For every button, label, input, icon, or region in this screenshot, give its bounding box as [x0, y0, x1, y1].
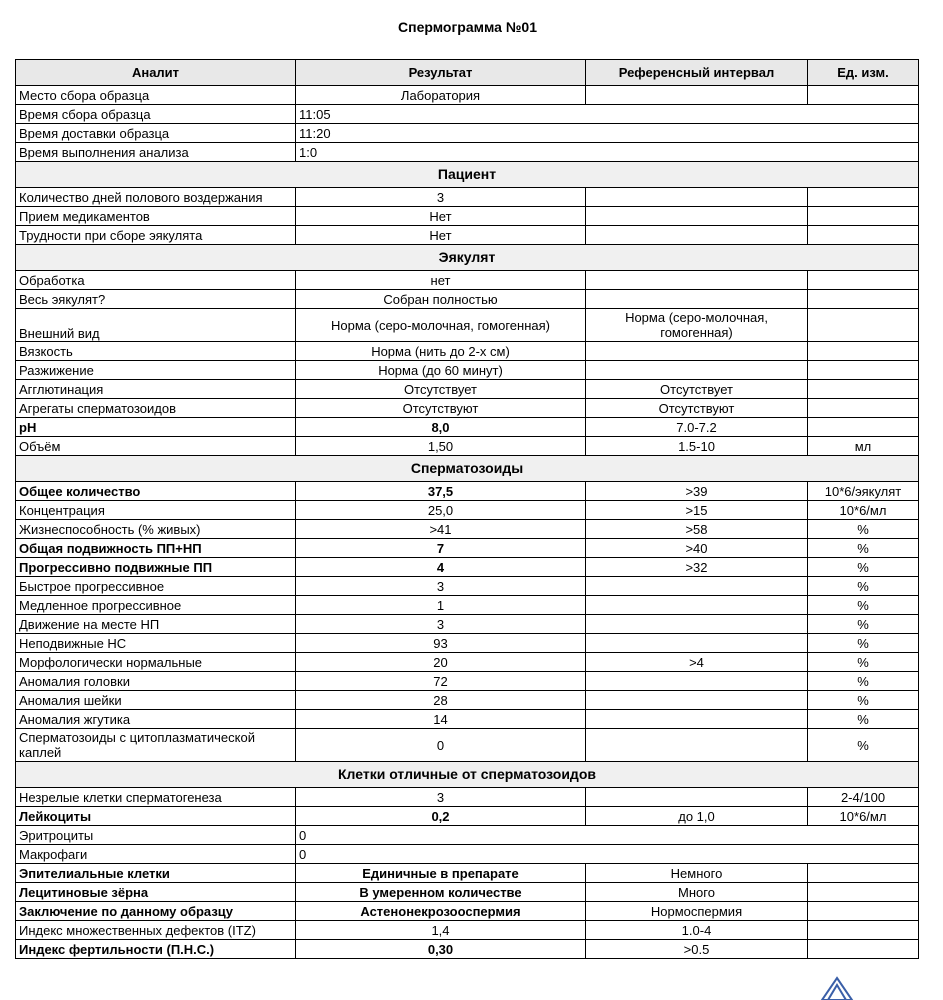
analyte-name: Объём — [16, 437, 296, 456]
analyte-ref — [586, 672, 808, 691]
table-row — [16, 577, 919, 596]
analyte-unit: % — [808, 520, 919, 539]
table-row — [16, 826, 919, 845]
table-row — [16, 437, 919, 456]
analyte-result: Отсутствует — [296, 380, 586, 399]
analyte-ref — [586, 788, 808, 807]
analyte-ref: Отсутствует — [586, 380, 808, 399]
analyte-unit — [808, 902, 919, 921]
analyte-ref — [586, 691, 808, 710]
analyte-ref: >0.5 — [586, 940, 808, 959]
table-row — [16, 418, 919, 437]
analyte-ref — [586, 207, 808, 226]
analyte-name: Аномалия шейки — [16, 691, 296, 710]
section-header — [16, 245, 919, 271]
analyte-unit — [808, 290, 919, 309]
analyte-ref — [586, 361, 808, 380]
analyte-name: Агглютинация — [16, 380, 296, 399]
analyte-unit: % — [808, 539, 919, 558]
analyte-ref: до 1,0 — [586, 807, 808, 826]
analyte-name: Движение на месте НП — [16, 615, 296, 634]
table-row — [16, 380, 919, 399]
section-title-sperm: Сперматозоиды — [16, 456, 919, 482]
analyte-name: Время доставки образца — [16, 124, 296, 143]
analyte-unit — [808, 207, 919, 226]
analyte-unit — [808, 342, 919, 361]
analyte-result: 3 — [296, 615, 586, 634]
analyte-result: 1:0 — [296, 143, 919, 162]
table-row — [16, 845, 919, 864]
analyte-name: Аномалия головки — [16, 672, 296, 691]
analyte-name: Трудности при сборе эякулята — [16, 226, 296, 245]
analyte-name: Аномалия жгутика — [16, 710, 296, 729]
table-row — [16, 653, 919, 672]
analyte-name: Жизнеспособность (% живых) — [16, 520, 296, 539]
analyte-unit — [808, 418, 919, 437]
lab-logo-icon — [820, 976, 854, 1000]
analyte-name: Разжижение — [16, 361, 296, 380]
header-analyte: Аналит — [16, 60, 296, 86]
analyte-unit — [808, 188, 919, 207]
analyte-result: 3 — [296, 788, 586, 807]
table-header — [16, 60, 919, 86]
analyte-name: Количество дней полового воздержания — [16, 188, 296, 207]
table-row — [16, 788, 919, 807]
analyte-ref — [586, 577, 808, 596]
table-row — [16, 902, 919, 921]
table-row — [16, 672, 919, 691]
analyte-name: Заключение по данному образцу — [16, 902, 296, 921]
analyte-name: Лейкоциты — [16, 807, 296, 826]
analyte-name: Медленное прогрессивное — [16, 596, 296, 615]
analyte-name: Внешний вид — [16, 309, 296, 342]
analyte-result: 3 — [296, 577, 586, 596]
table-row — [16, 501, 919, 520]
analyte-result: Отсутствуют — [296, 399, 586, 418]
table-row — [16, 691, 919, 710]
table-row — [16, 883, 919, 902]
table-row — [16, 271, 919, 290]
analyte-result: 11:05 — [296, 105, 919, 124]
analyte-ref — [586, 226, 808, 245]
table-row — [16, 105, 919, 124]
analyte-result: >41 — [296, 520, 586, 539]
page-title: Спермограмма №01 — [398, 19, 537, 35]
table-row — [16, 921, 919, 940]
analyte-name: Агрегаты сперматозоидов — [16, 399, 296, 418]
analyte-result: 0,30 — [296, 940, 586, 959]
table-row — [16, 596, 919, 615]
analyte-ref — [586, 188, 808, 207]
analyte-name: Концентрация — [16, 501, 296, 520]
analyte-ref: Немного — [586, 864, 808, 883]
analyte-ref: >40 — [586, 539, 808, 558]
analyte-unit — [808, 864, 919, 883]
analyte-name: Сперматозоиды с цитоплазматической каплей — [16, 729, 296, 762]
header-ref: Референсный интервал — [586, 60, 808, 86]
analyte-unit — [808, 399, 919, 418]
analyte-result: Норма (нить до 2-х см) — [296, 342, 586, 361]
analyte-result: 0 — [296, 845, 919, 864]
analyte-ref: >58 — [586, 520, 808, 539]
table-row — [16, 342, 919, 361]
analyte-name: Весь эякулят? — [16, 290, 296, 309]
table-row — [16, 940, 919, 959]
analyte-result: Норма (серо-молочная, гомогенная) — [296, 309, 586, 342]
analyte-result: 20 — [296, 653, 586, 672]
analyte-unit — [808, 940, 919, 959]
table-row — [16, 188, 919, 207]
analyte-result: нет — [296, 271, 586, 290]
analyte-unit: % — [808, 558, 919, 577]
analyte-result: Норма (до 60 минут) — [296, 361, 586, 380]
analyte-unit: % — [808, 596, 919, 615]
table-row — [16, 207, 919, 226]
analyte-result: 37,5 — [296, 482, 586, 501]
analyte-ref: 1.0-4 — [586, 921, 808, 940]
analyte-unit — [808, 361, 919, 380]
analyte-name: Неподвижные НС — [16, 634, 296, 653]
analyte-name: Лецитиновые зёрна — [16, 883, 296, 902]
analyte-name: Общая подвижность ПП+НП — [16, 539, 296, 558]
table-row — [16, 807, 919, 826]
analyte-ref: Норма (серо-молочная, гомогенная) — [586, 309, 808, 342]
analyte-ref — [586, 342, 808, 361]
analyte-result: В умеренном количестве — [296, 883, 586, 902]
analyte-unit — [808, 86, 919, 105]
analyte-ref: Отсутствуют — [586, 399, 808, 418]
analyte-unit: мл — [808, 437, 919, 456]
analyte-result: 1,50 — [296, 437, 586, 456]
analyte-result: Нет — [296, 207, 586, 226]
analyte-name: Индекс фертильности (П.Н.С.) — [16, 940, 296, 959]
section-header — [16, 456, 919, 482]
analyte-unit — [808, 921, 919, 940]
analyte-unit: % — [808, 577, 919, 596]
analyte-ref: 1.5-10 — [586, 437, 808, 456]
table-row — [16, 309, 919, 342]
section-header — [16, 162, 919, 188]
analyte-result: 8,0 — [296, 418, 586, 437]
analyte-name: Вязкость — [16, 342, 296, 361]
analyte-unit: 2-4/100 — [808, 788, 919, 807]
analyte-result: 0 — [296, 826, 919, 845]
table-row — [16, 143, 919, 162]
analyte-unit — [808, 271, 919, 290]
analyte-result: 3 — [296, 188, 586, 207]
analyte-name: Незрелые клетки сперматогенеза — [16, 788, 296, 807]
analyte-unit — [808, 226, 919, 245]
analyte-ref: >32 — [586, 558, 808, 577]
analyte-name: Общее количество — [16, 482, 296, 501]
analyte-ref — [586, 710, 808, 729]
analyte-ref — [586, 729, 808, 762]
header-result: Результат — [296, 60, 586, 86]
analyte-name: pH — [16, 418, 296, 437]
table-row — [16, 558, 919, 577]
table-row — [16, 864, 919, 883]
section-header — [16, 762, 919, 788]
analyte-unit — [808, 380, 919, 399]
analyte-name: Прогрессивно подвижные ПП — [16, 558, 296, 577]
spermogram-table — [15, 59, 919, 959]
analyte-ref: >4 — [586, 653, 808, 672]
analyte-name: Морфологически нормальные — [16, 653, 296, 672]
analyte-name: Быстрое прогрессивное — [16, 577, 296, 596]
analyte-name: Место сбора образца — [16, 86, 296, 105]
analyte-unit: % — [808, 672, 919, 691]
analyte-name: Макрофаги — [16, 845, 296, 864]
table-row — [16, 226, 919, 245]
analyte-unit — [808, 883, 919, 902]
analyte-ref — [586, 290, 808, 309]
analyte-name: Эпителиальные клетки — [16, 864, 296, 883]
analyte-ref: >15 — [586, 501, 808, 520]
section-title-patient: Пациент — [16, 162, 919, 188]
analyte-result: Собран полностью — [296, 290, 586, 309]
analyte-unit: % — [808, 729, 919, 762]
analyte-result: Нет — [296, 226, 586, 245]
section-title-ejaculate: Эякулят — [16, 245, 919, 271]
analyte-result: 0 — [296, 729, 586, 762]
analyte-name: Обработка — [16, 271, 296, 290]
table-row — [16, 399, 919, 418]
table-row — [16, 520, 919, 539]
analyte-name: Время сбора образца — [16, 105, 296, 124]
analyte-result: Астенонекрозооспермия — [296, 902, 586, 921]
analyte-result: Лаборатория — [296, 86, 586, 105]
table-row — [16, 615, 919, 634]
analyte-ref: Нормоспермия — [586, 902, 808, 921]
analyte-ref — [586, 86, 808, 105]
analyte-ref: >39 — [586, 482, 808, 501]
table-row — [16, 710, 919, 729]
table-row — [16, 290, 919, 309]
analyte-result: 28 — [296, 691, 586, 710]
analyte-result: 25,0 — [296, 501, 586, 520]
analyte-unit — [808, 309, 919, 342]
analyte-ref: 7.0-7.2 — [586, 418, 808, 437]
analyte-name: Эритроциты — [16, 826, 296, 845]
analyte-unit: 10*6/мл — [808, 501, 919, 520]
analyte-name: Прием медикаментов — [16, 207, 296, 226]
header-unit: Ед. изм. — [808, 60, 919, 86]
analyte-name: Время выполнения анализа — [16, 143, 296, 162]
analyte-ref — [586, 271, 808, 290]
analyte-unit: % — [808, 634, 919, 653]
analyte-unit: % — [808, 615, 919, 634]
analyte-unit: 10*6/мл — [808, 807, 919, 826]
analyte-unit: % — [808, 691, 919, 710]
analyte-result: 72 — [296, 672, 586, 691]
table-row — [16, 124, 919, 143]
analyte-ref: Много — [586, 883, 808, 902]
table-row — [16, 361, 919, 380]
table-row — [16, 482, 919, 501]
analyte-result: 1,4 — [296, 921, 586, 940]
analyte-unit: 10*6/эякулят — [808, 482, 919, 501]
analyte-result: Единичные в препарате — [296, 864, 586, 883]
analyte-result: 14 — [296, 710, 586, 729]
table-row — [16, 539, 919, 558]
table-row — [16, 86, 919, 105]
table-row — [16, 634, 919, 653]
analyte-result: 0,2 — [296, 807, 586, 826]
analyte-ref — [586, 596, 808, 615]
analyte-result: 4 — [296, 558, 586, 577]
analyte-name: Индекс множественных дефектов (ITZ) — [16, 921, 296, 940]
analyte-result: 1 — [296, 596, 586, 615]
analyte-ref — [586, 634, 808, 653]
analyte-unit: % — [808, 710, 919, 729]
analyte-result: 11:20 — [296, 124, 919, 143]
analyte-result: 93 — [296, 634, 586, 653]
section-title-other-cells: Клетки отличные от сперматозоидов — [16, 762, 919, 788]
table-row — [16, 729, 919, 762]
analyte-ref — [586, 615, 808, 634]
analyte-result: 7 — [296, 539, 586, 558]
analyte-unit: % — [808, 653, 919, 672]
